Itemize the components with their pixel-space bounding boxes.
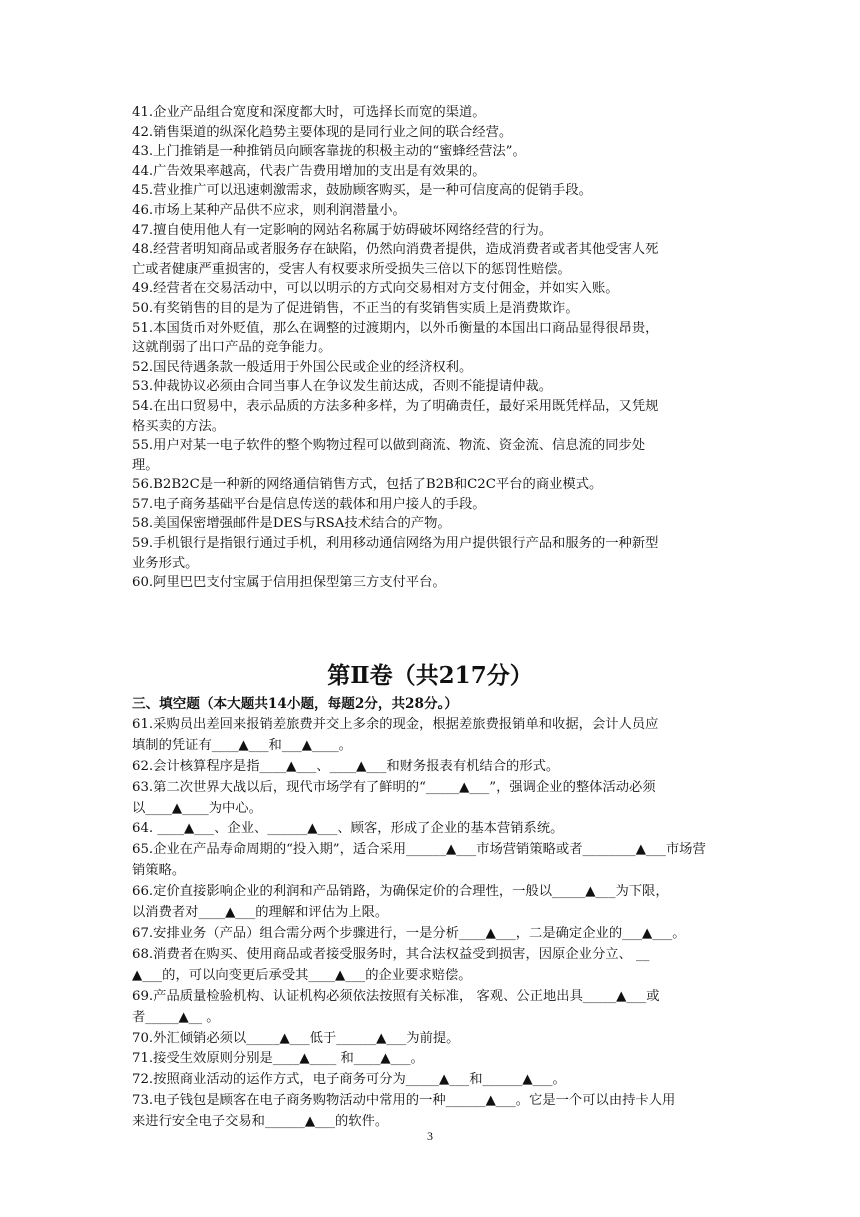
question-line: 51.本国货币对外贬值，那么在调整的过渡期内，以外币衡量的本国出口商品显得很昂贵， bbox=[132, 320, 659, 336]
question-line: 业务形式。 bbox=[132, 555, 199, 571]
question-line: 66.定价直接影响企业的利润和产品销路，为确保定价的合理性，一般以_____▲___为下限， bbox=[132, 884, 669, 900]
question-line: 61.采购员出差回来报销差旅费并交上多余的现金，根据差旅费报销单和收据，会计人员应 bbox=[132, 716, 659, 732]
section-heading: 三、填空题（本大题共14小题，每题2分，共28分。） bbox=[132, 696, 458, 712]
question-line: 68.消费者在购买、使用商品或者接受服务时，其合法权益受到损害，因原企业分立、 __ bbox=[132, 946, 650, 962]
question-line: 理。 bbox=[132, 457, 159, 473]
question-line: 67.安排业务（产品）组合需分两个步骤进行，一是分析____▲___，二是确定企业的___▲___。 bbox=[132, 925, 686, 941]
fill-in-section bbox=[132, 694, 732, 1133]
question-line: 销策略。 bbox=[132, 863, 186, 879]
question-line: 50.有奖销售的目的是为了促进销售，不正当的有奖销售实质上是消费欺诈。 bbox=[132, 300, 579, 316]
question-line: 65.企业在产品寿命周期的“投入期”，适合采用______▲___市场营销策略或者________▲___市场营 bbox=[132, 842, 706, 858]
question-line: 72.按照商业活动的运作方式，电子商务可分为_____▲___和______▲___。 bbox=[132, 1072, 566, 1088]
question-line: 63.第二次世界大战以后，现代市场学有了鲜明的“_____▲___”，强调企业的整体活动必须 bbox=[132, 779, 656, 795]
question-line: ▲___的，可以向变更后承受其____▲___的企业要求赔偿。 bbox=[132, 967, 472, 983]
question-line: 52.国民待遇条款一般适用于外国公民或企业的经济权利。 bbox=[132, 359, 473, 375]
page-number: 3 bbox=[427, 1129, 433, 1143]
question-line: 69.产品质量检验机构、认证机构必须依法按照有关标准， 客观、公正地出具_____▲___或 bbox=[132, 988, 660, 1004]
question-line: 62.会计核算程序是指____▲___、____▲___和财务报表有机结合的形式。 bbox=[132, 758, 560, 774]
question-line: 49.经营者在交易活动中，可以以明示的方式向交易相对方支付佣金，并如实入账。 bbox=[132, 281, 619, 297]
question-line: 这就削弱了出口产品的竞争能力。 bbox=[132, 340, 332, 356]
question-line: 55.用户对某一电子软件的整个购物过程可以做到商流、物流、资金流、信息流的同步处 bbox=[132, 438, 646, 454]
question-line: 填制的凭证有____▲___和___▲____。 bbox=[132, 737, 352, 753]
question-line: 58.美国保密增强邮件是DES与RSA技术结合的产物。 bbox=[132, 516, 451, 532]
question-line: 者_____▲__ 。 bbox=[132, 1009, 220, 1025]
question-line: 71.接受生效原则分别是____▲____ 和____▲___。 bbox=[132, 1051, 424, 1067]
question-line: 57.电子商务基础平台是信息传送的载体和用户接人的手段。 bbox=[132, 496, 486, 512]
question-line: 46.市场上某种产品供不应求，则利润潜量小。 bbox=[132, 202, 406, 218]
question-line: 70.外汇倾销必须以_____▲___低于______▲___为前提。 bbox=[132, 1030, 460, 1046]
question-line: 73.电子钱包是顾客在电子商务购物活动中常用的一种______▲___。它是一个可以由持卡人用 bbox=[132, 1093, 676, 1109]
question-line: 59.手机银行是指银行通过手机，利用移动通信网络为用户提供银行产品和服务的一种新型 bbox=[132, 536, 659, 552]
question-line: 47.擅自使用他人有一定影响的网站名称属于妨碍破坏网络经营的行为。 bbox=[132, 222, 553, 238]
part-title: 第Ⅱ卷（共217分） bbox=[327, 662, 533, 689]
question-line: 48.经营者明知商品或者服务存在缺陷，仍然向消费者提供，造成消费者或者其他受害人死 bbox=[132, 242, 659, 258]
question-line: 44.广告效果率越高，代表广告费用增加的支出是有效果的。 bbox=[132, 163, 486, 179]
question-line: 43.上门推销是一种推销员向顾客靠拢的积极主动的“蜜蜂经营法”。 bbox=[132, 144, 526, 160]
question-line: 64. ____▲___、企业、______▲___、顾客，形成了企业的基本营销系统。 bbox=[132, 821, 564, 837]
true-false-questions bbox=[132, 103, 732, 593]
question-line: 41.企业产品组合宽度和深度都大时，可选择长而宽的渠道。 bbox=[132, 105, 486, 120]
question-line: 45.营业推广可以迅速刺激需求，鼓励顾客购买，是一种可信度高的促销手段。 bbox=[132, 183, 592, 199]
question-line: 以消费者对____▲___的理解和评估为上限。 bbox=[132, 905, 389, 921]
question-line: 53.仲裁协议必须由合同当事人在争议发生前达成，否则不能提请仲裁。 bbox=[132, 379, 553, 395]
question-line: 亡或者健康严重损害的，受害人有权要求所受损失三倍以下的惩罚性赔偿。 bbox=[132, 261, 571, 277]
question-line: 60.阿里巴巴支付宝属于信用担保型第三方支付平台。 bbox=[132, 575, 446, 591]
question-line: 格买卖的方法。 bbox=[132, 418, 226, 434]
question-line: 42.销售渠道的纵深化趋势主要体现的是同行业之间的联合经营。 bbox=[132, 124, 513, 140]
question-line: 56.B2B2C是一种新的网络通信销售方式，包括了B2B和C2C平台的商业模式。 bbox=[132, 477, 603, 493]
question-line: 以____▲____为中心。 bbox=[132, 800, 262, 816]
question-line: 来进行安全电子交易和______▲___的软件。 bbox=[132, 1114, 389, 1130]
question-line: 54.在出口贸易中，表示品质的方法多种多样，为了明确责任，最好采用既凭样品，又凭规 bbox=[132, 398, 659, 414]
